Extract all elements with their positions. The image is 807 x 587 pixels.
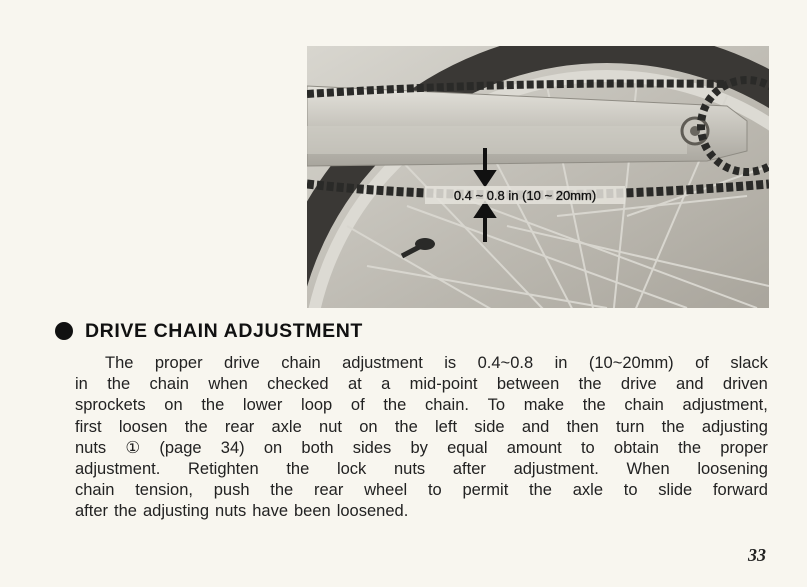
paragraph-word: on (359, 417, 378, 436)
paragraph-word: the (678, 438, 702, 457)
photo-illustration (307, 46, 769, 308)
paragraph-word: nuts (393, 459, 426, 478)
paragraph-word: 34) (220, 438, 245, 457)
paragraph-word: the (582, 396, 606, 415)
paragraph-word: rear (224, 417, 255, 436)
paragraph-word: have (252, 502, 288, 521)
paragraph-word: adjustment. (513, 459, 599, 478)
paragraph-word: mid-point (409, 375, 478, 394)
paragraph-word: the (270, 481, 294, 500)
paragraph-word: checked (267, 375, 329, 394)
paragraph-word: lock (336, 459, 367, 478)
paragraph-word: The (105, 354, 134, 372)
paragraph-word: the (201, 396, 225, 415)
paragraph-word: in (554, 354, 568, 372)
paragraph-word: lower (242, 396, 283, 415)
paragraph-word: (page (159, 438, 202, 457)
chain-guard (307, 126, 687, 154)
paragraph-word: chain (149, 375, 189, 394)
paragraph-word: nut (319, 417, 342, 436)
paragraph-word: Retighten (187, 459, 259, 478)
page-number: 33 (748, 545, 766, 565)
paragraph-line (75, 374, 768, 395)
paragraph-word: on (164, 396, 183, 415)
paragraph-word: been (294, 502, 331, 521)
paragraph-line (75, 480, 768, 501)
paragraph-word: chain. (424, 396, 469, 415)
paragraph-word: adjustment, (682, 396, 768, 415)
paragraph-word: left (435, 417, 458, 436)
paragraph-word: to (580, 438, 595, 457)
paragraph-word: amount (506, 438, 562, 457)
paragraph-word: of (695, 354, 709, 372)
paragraph-word: chain (281, 354, 321, 372)
paragraph-word: adjusting (142, 502, 210, 521)
paragraph-word: proper (154, 354, 203, 372)
paragraph-word: the (529, 481, 552, 500)
paragraph-word: sides (352, 438, 392, 457)
paragraph-line (75, 438, 768, 459)
paragraph-word: a (381, 375, 391, 394)
paragraph-word: loosening (697, 459, 768, 478)
paragraph-word: the (286, 459, 310, 478)
paragraph-word: tension, (135, 481, 193, 500)
paragraph-word: the (184, 417, 208, 436)
paragraph-word: between (496, 375, 560, 394)
paragraph-word: axle (572, 481, 604, 500)
section-title: DRIVE CHAIN ADJUSTMENT (85, 319, 363, 342)
paragraph-word: To (487, 396, 506, 415)
paragraph-word: when (208, 375, 248, 394)
paragraph-word: in (75, 375, 88, 394)
paragraph-word: then (566, 417, 599, 436)
paragraph-word: turn (615, 417, 645, 436)
paragraph-word: adjustment. (75, 459, 161, 478)
paragraph-word: by (410, 438, 428, 457)
paragraph-word: the (661, 417, 685, 436)
paragraph-word: at (347, 375, 362, 394)
paragraph-line (75, 501, 768, 522)
paragraph-word: equal (447, 438, 488, 457)
paragraph-word: to (427, 481, 442, 500)
paragraph-word: loosen (118, 417, 168, 436)
paragraph-word: chain (624, 396, 664, 415)
paragraph-word: permit (462, 481, 509, 500)
paragraph-word: the (383, 396, 407, 415)
paragraph-line (75, 417, 768, 438)
paragraph-word: slack (730, 354, 768, 372)
bullet-icon (55, 322, 73, 340)
paragraph-word: push (213, 481, 250, 500)
paragraph-word: obtain (613, 438, 659, 457)
paragraph-word: after (452, 459, 486, 478)
paragraph-word: ① (125, 438, 141, 457)
paragraph-word: and (676, 375, 704, 394)
paragraph-word: forward (712, 481, 768, 500)
paragraph-line (75, 353, 768, 374)
paragraph-word: drive (620, 375, 657, 394)
instruction-paragraph (75, 353, 768, 523)
paragraph-word: chain (75, 481, 115, 500)
paragraph-word: nuts (215, 502, 247, 521)
paragraph-word: When (626, 459, 670, 478)
paragraph-word: of (350, 396, 365, 415)
paragraph-word: the (107, 375, 131, 394)
paragraph-word: nuts (75, 438, 107, 457)
paragraph-word: slide (658, 481, 693, 500)
paragraph-word: proper (720, 438, 768, 457)
paragraph-word: after (75, 502, 109, 521)
paragraph-word: the (578, 375, 602, 394)
paragraph-word: first (75, 417, 102, 436)
measure-label: 0.4 ~ 0.8 in (10 ~ 20mm) (453, 188, 597, 203)
paragraph-word: wheel (364, 481, 408, 500)
paragraph-line (75, 395, 768, 416)
chain-adjustment-photo (307, 46, 769, 308)
paragraph-word: axle (271, 417, 302, 436)
paragraph-word: driven (722, 375, 768, 394)
section-heading (55, 318, 363, 344)
paragraph-word: sprockets (75, 396, 146, 415)
paragraph-word: drive (224, 354, 260, 372)
paragraph-word: adjustment (342, 354, 423, 372)
paragraph-word: rear (313, 481, 344, 500)
paragraph-word: make (523, 396, 565, 415)
paragraph-word: the (114, 502, 137, 521)
paragraph-word: to (623, 481, 638, 500)
paragraph-word: side (474, 417, 505, 436)
paragraph-word: both (301, 438, 334, 457)
paragraph-word: and (521, 417, 550, 436)
paragraph-word: 0.4~0.8 (477, 354, 534, 372)
paragraph-word: (10~20mm) (588, 354, 674, 372)
paragraph-word: is (444, 354, 457, 372)
paragraph-line (75, 459, 768, 480)
paragraph-word: adjusting (701, 417, 768, 436)
paragraph-word: on (263, 438, 283, 457)
paragraph-word: loosened. (336, 502, 409, 521)
paragraph-word: the (394, 417, 418, 436)
paragraph-word: loop (301, 396, 333, 415)
